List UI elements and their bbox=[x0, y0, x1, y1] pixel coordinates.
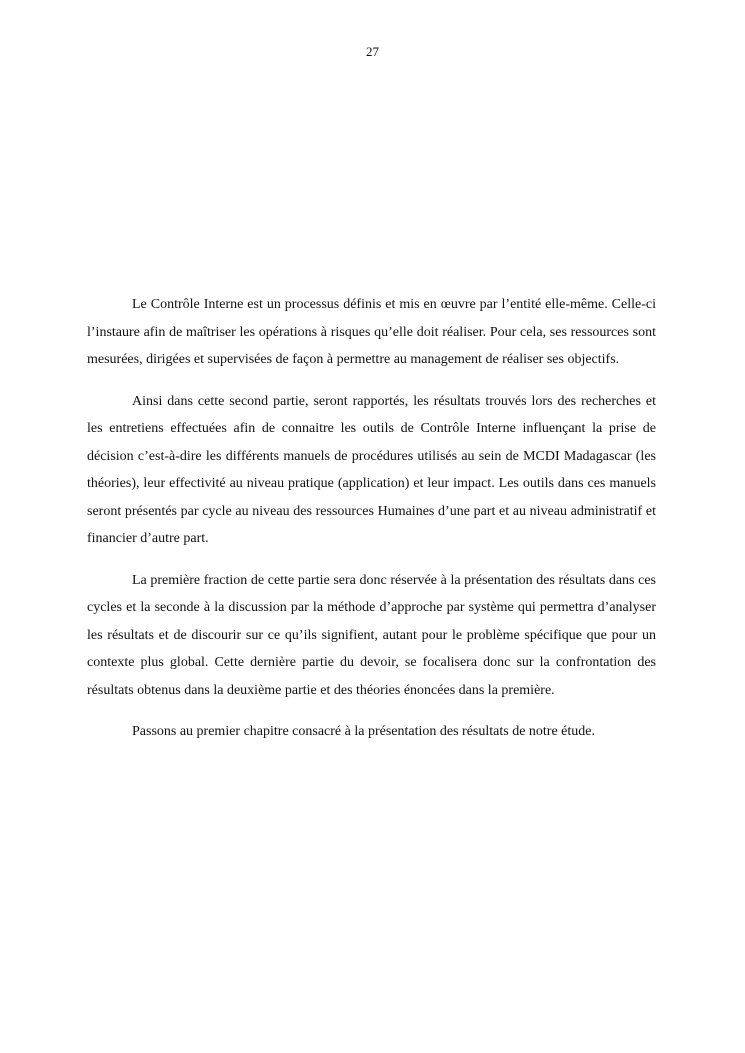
paragraph-intro: Le Contrôle Interne est un processus définis et mis en œuvre par l’entité elle-même. Celle-ci l’instaure afin de maîtriser les opérations à risques qu’elle doit réaliser. Pour cela, ses ressources sont mesurées, dirigées et supervisées de façon à permettre au management de réaliser ses objectifs. bbox=[87, 297, 656, 367]
document-body bbox=[87, 291, 656, 760]
page-number: 27 bbox=[366, 44, 379, 59]
paragraph-second-part: Ainsi dans cette second partie, seront rapportés, les résultats trouvés lors des recherches et les entretiens effectuées afin de connaitre les outils de Contrôle Interne influençant la prise de décision c’est-à-dire les différents manuels de procédures utilisés au sein de MCDI Madagascar (les théories), leur effectivité au niveau pratique (application) et leur impact. Les outils dans ces manuels seront présentés par cycle au niveau des ressources Humaines d’une part et au niveau administratif et financier d’autre part. bbox=[87, 393, 656, 546]
paragraph-transition: Passons au premier chapitre consacré à la présentation des résultats de notre étude. bbox=[132, 724, 595, 739]
paragraph-structure: La première fraction de cette partie sera donc réservée à la présentation des résultats dans ces cycles et la seconde à la discussion par la méthode d’approche par système qui permettra d’analyser les résultats et de discourir sur ce qu’ils signifient, autant pour le problème spécifique que pour un contexte plus global. Cette dernière partie du devoir, se focalisera donc sur la confrontation des résultats obtenus dans la deuxième partie et des théories énoncées dans la première. bbox=[87, 572, 656, 698]
